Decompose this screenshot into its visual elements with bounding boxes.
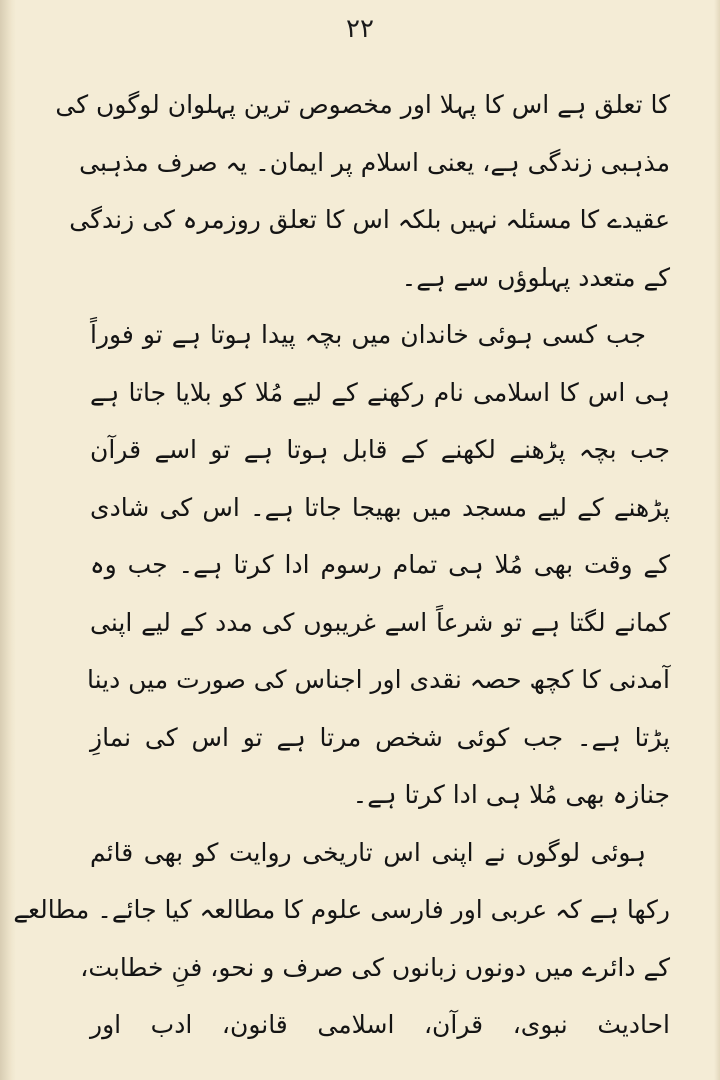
text-line: کا تعلق ہے اس کا پہلا اور مخصوص ترین پہلوان لوگوں کی — [55, 90, 670, 119]
text-line: ہوئی لوگوں نے اپنی اس تاریخی روایت کو بھی قائم — [90, 837, 646, 867]
page-edge-shadow — [714, 0, 720, 1080]
text-line: عقیدے کا مسئلہ نہیں بلکہ اس کا تعلق روزمرہ کی زندگی — [69, 205, 670, 234]
text-line: پڑتا ہے۔ جب کوئی شخص مرتا ہے تو اس کی نمازِ — [90, 722, 670, 752]
text-line: رکھا ہے کہ عربی اور فارسی علوم کا مطالعہ کیا جائے۔ مطالعے — [13, 895, 670, 924]
text-line: آمدنی کا کچھ حصہ نقدی اور اجناس کی صورت میں دینا — [86, 665, 670, 694]
text-line: جب بچہ پڑھنے لکھنے کے قابل ہوتا ہے تو اسے قرآن — [90, 435, 670, 464]
text-line: کے وقت بھی مُلا ہی تمام رسوم ادا کرتا ہے۔ جب وہ — [90, 550, 670, 579]
page-number: ۲۲ — [346, 14, 374, 44]
text-line: کے متعدد پہلوؤں سے ہے۔ — [401, 262, 670, 292]
text-line: مذہبی زندگی ہے، یعنی اسلام پر ایمان۔ یہ صرف مذہبی — [79, 147, 670, 177]
text-line: پڑھنے کے لیے مسجد میں بھیجا جاتا ہے۔ اس کی شادی — [90, 492, 670, 522]
body-text — [13, 76, 670, 1054]
text-line: احادیث نبوی، قرآن، اسلامی قانون، ادب اور — [90, 1010, 670, 1039]
text-line: کمانے لگتا ہے تو شرعاً اسے غریبوں کی مدد کے لیے اپنی — [90, 607, 670, 637]
text-line: کے دائرے میں دونوں زبانوں کی صرف و نحو، فنِ خطابت، — [80, 952, 670, 982]
text-line: ہی اس کا اسلامی نام رکھنے کے لیے مُلا کو بلایا جاتا ہے — [90, 377, 670, 407]
text-line: جب کسی ہوئی خاندان میں بچہ پیدا ہوتا ہے تو فوراً — [90, 320, 646, 349]
text-line: جنازہ بھی مُلا ہی ادا کرتا ہے۔ — [352, 780, 670, 809]
